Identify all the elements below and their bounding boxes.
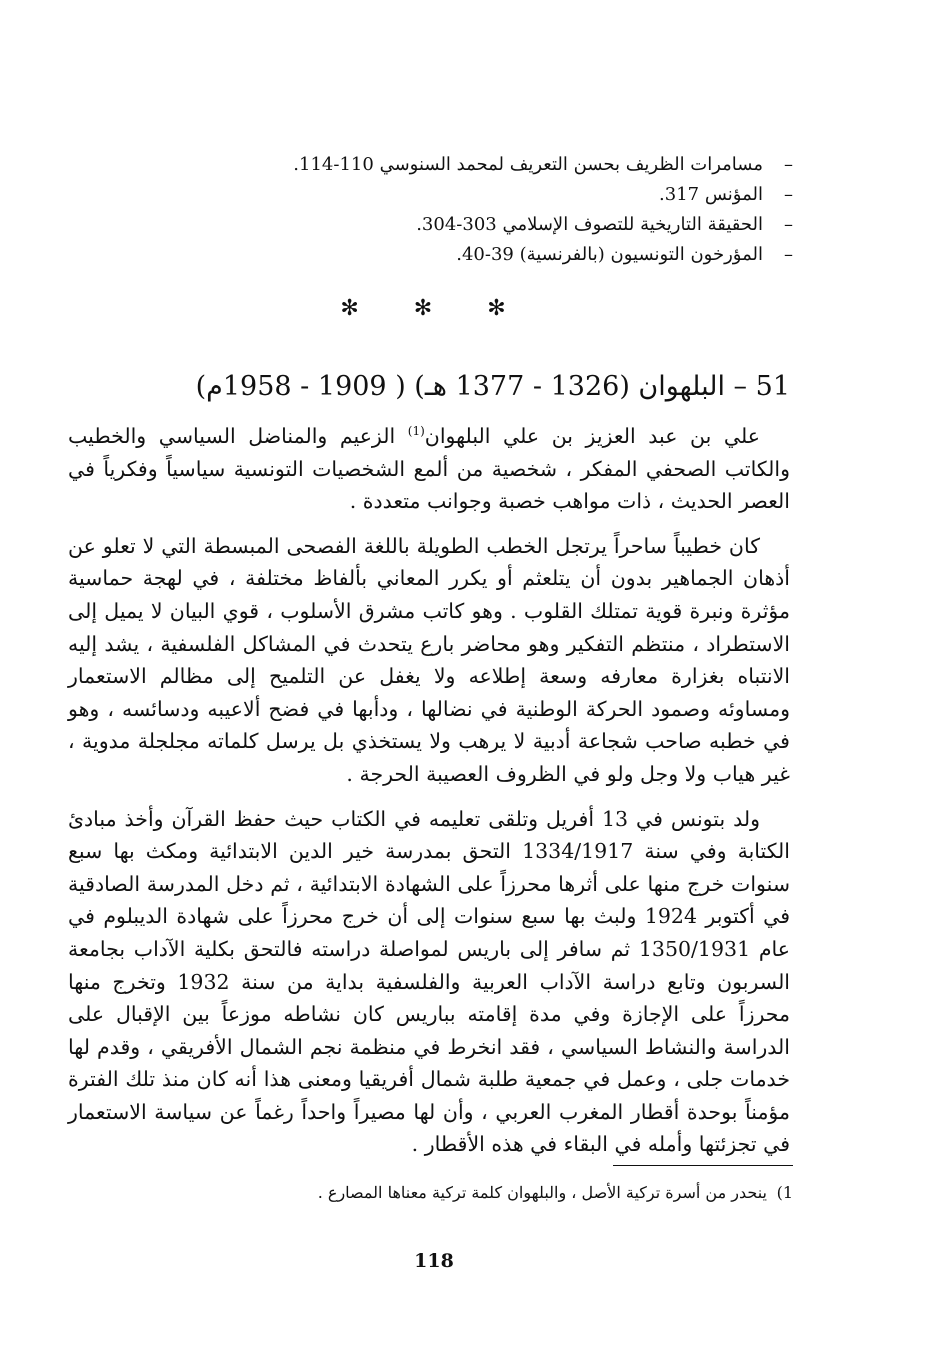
reference-text: المؤنس 317. bbox=[659, 184, 763, 205]
entry-heading: 51 – البلهوان (1326 - 1377 هـ) ( 1909 - 1958م) bbox=[195, 371, 790, 402]
reference-text: مسامرات الظريف بحسن التعريف لمحمد السنوسي 110-114. bbox=[293, 154, 763, 175]
reference-text: الحقيقة التاريخية للتصوف الإسلامي 303-304. bbox=[416, 214, 763, 235]
paragraph-text: علي بن عبد العزيز بن علي البلهوان bbox=[424, 424, 760, 448]
list-dash: – bbox=[784, 154, 793, 175]
reference-item bbox=[233, 150, 793, 180]
reference-list bbox=[233, 150, 793, 270]
reference-item bbox=[233, 180, 793, 210]
section-separator-stars: ✻ ✻ ✻ bbox=[340, 296, 530, 321]
reference-item bbox=[233, 210, 793, 240]
paragraph: كان خطيباً ساحراً يرتجل الخطب الطويلة باللغة الفصحى المبسطة التي لا تعلو عن أذهان الجماهير بدون أن يتلعثم أو يكرر المعاني بألفاظ مختلفة ، في لهجة حماسية مؤثرة ونبرة قوية تمتلك القلوب . وهو كاتب مشرق الأسلوب ، قوي البيان لا يميل إلى الاستطراد ، منتظم التفكير وهو محاضر بارع يتحدث في المشاكل الفلسفية ، يشد إليه الانتباه بغزارة معارفه وسعة إطلاعه ولا يغفل عن التلميح إلى مظالم الاستعمار ومساوئه وصمود الحركة الوطنية في نضالها ، ودأبها في فضح ألاعيبه ودسائسه ، وهو في خطبه صاحب شجاعة أدبية لا يرهب ولا يستخذي بل يرسل كلماته مجلجلة مدوية ، غير هياب ولا وجل ولو في الظروف العصيبة الحرجة . bbox=[68, 533, 790, 786]
reference-text: المؤرخون التونسيون (بالفرنسية) 39-40. bbox=[456, 244, 763, 265]
reference-item bbox=[233, 240, 793, 270]
paragraph: ولد بتونس في 13 أفريل وتلقى تعليمه في الكتاب حيث حفظ القرآن وأخذ مبادئ الكتابة وفي سنة 1334/1917 التحق بمدرسة خير الدين الابتدائية ومكث بها سبع سنوات خرج منها على أثرها محرزاً على الشهادة الابتدائية ، ثم دخل المدرسة الصادقية في أكتوبر 1924 ولبث بها سبع سنوات إلى أن خرج محرزاً على شهادة الديبلوم في عام 1350/1931 ثم سافر إلى باريس لمواصلة دراسته فالتحق بكلية الآداب بجامعة السربون وتابع دراسة الآداب العربية والفلسفية بداية من سنة 1932 وتخرج منها محرزاً على الإجازة وفي مدة إقامته بباريس كان نشاطه موزعاً بين الإقبال على الدراسة والنشاط السياسي ، فقد انخرط في منظمة نجم الشمال الأفريقي ، وقدم لها خدمات جلى ، وعمل في جمعية طلبة شمال أفريقيا ومعنى هذا أنه كان منذ تلك الفترة مؤمناً بوحدة أقطار المغرب العربي ، وأن لها مصيراً واحداً رغماً عن سياسة الاستعمار في تجزئتها وأمله في البقاء في هذه الأقطار . bbox=[68, 806, 791, 1157]
footnote-number: 1) bbox=[776, 1183, 793, 1202]
paragraph-text: الزعيم والمناضل السياسي والخطيب والكاتب الصحفي المفكر ، شخصية من ألمع الشخصيات التونسية سياسياً وفكرياً في العصر الحديث ، ذات مواهب خصبة وجوانب متعددة . bbox=[68, 424, 790, 514]
page-number: 118 bbox=[414, 1250, 454, 1272]
footnote-reference: (1) bbox=[407, 424, 425, 439]
entry-body bbox=[68, 420, 790, 1173]
paragraph bbox=[68, 420, 790, 518]
list-dash: – bbox=[784, 244, 793, 265]
list-dash: – bbox=[784, 184, 793, 205]
list-dash: – bbox=[784, 214, 793, 235]
footnote bbox=[173, 1180, 793, 1206]
footnote-text: ينحدر من أسرة تركية الأصل ، والبلهوان كلمة تركية معناها المصارع . bbox=[317, 1183, 767, 1202]
footnote-divider bbox=[613, 1165, 793, 1166]
